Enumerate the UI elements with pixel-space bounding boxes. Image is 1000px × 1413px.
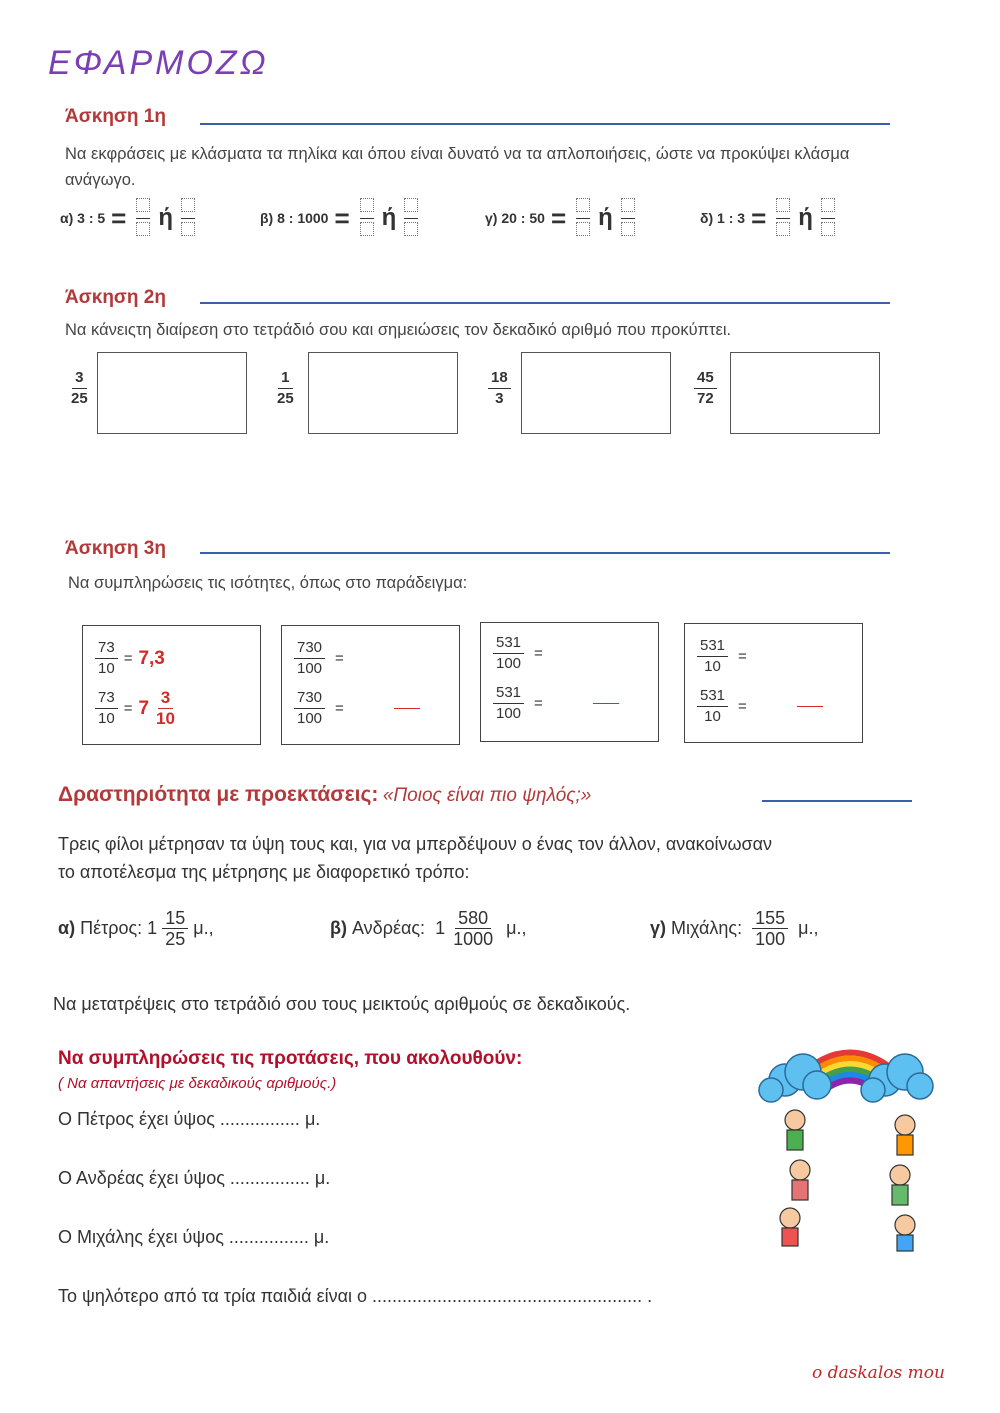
or-word: ή xyxy=(598,204,613,231)
ex1-item-label: δ) 1 : 3 xyxy=(700,210,746,226)
signature: o daskalos mou xyxy=(812,1363,945,1383)
ex3-example-box xyxy=(82,625,261,745)
whole-part: 1 xyxy=(147,918,158,938)
fraction xyxy=(493,633,524,674)
activity-heading xyxy=(58,783,591,807)
ex1-item-b xyxy=(260,190,422,246)
convert-instruction: Να μετατρέψεις στο τετράδιό σου τους μεικτούς αριθμούς σε δεκαδικούς. xyxy=(53,994,631,1014)
ex1-item-label: α) 3 : 5 xyxy=(60,210,106,226)
denominator: 1000 xyxy=(453,929,494,949)
fraction xyxy=(697,686,728,727)
activity-title: Δραστηριότητα με προεκτάσεις: xyxy=(58,783,379,806)
ex2-answer-box[interactable] xyxy=(521,352,671,434)
ex2-answer-box[interactable] xyxy=(730,352,880,434)
ex1-instruction: Να εκφράσεις με κλάσματα τα πηλίκα και όπου είναι δυνατό να τα απλοποιήσεις, ώστε να προκύψει κλάσμα ανάγωγο. xyxy=(65,145,850,189)
numerator: 1 xyxy=(278,368,292,389)
ex2-answer-box[interactable] xyxy=(308,352,458,434)
fraction xyxy=(493,683,524,724)
answer-line-michalis[interactable]: Ο Μιχάλης έχει ύψος ................ μ. xyxy=(58,1227,330,1247)
item-letter: γ) xyxy=(650,918,667,938)
numerator: 531 xyxy=(697,686,728,707)
person-andreas xyxy=(330,908,527,949)
person-name: Ανδρέας: xyxy=(352,918,426,938)
denominator: 100 xyxy=(755,929,786,949)
ex1-item-c xyxy=(485,190,639,246)
denominator: 10 xyxy=(156,709,175,728)
blank-fraction[interactable] xyxy=(404,198,418,239)
denominator: 100 xyxy=(496,705,522,722)
equals-sign: = xyxy=(738,648,747,665)
activity-divider xyxy=(762,800,912,802)
ex2-instruction: Να κάνειςτη διαίρεση στο τετράδιό σου και σημειώσεις τον δεκαδικό αριθμό που προκύπτει. xyxy=(65,321,732,339)
fraction xyxy=(450,908,496,949)
fraction xyxy=(294,638,325,679)
answer-dash[interactable] xyxy=(394,708,420,710)
or-word: ή xyxy=(158,204,174,231)
fraction xyxy=(294,688,325,729)
ex2-fraction xyxy=(274,368,297,409)
ex2-fraction xyxy=(68,368,91,409)
ex1-item-label: γ) 20 : 50 xyxy=(485,210,545,226)
ex1-title: Άσκηση 1η xyxy=(65,106,166,127)
kid-icon xyxy=(780,1110,915,1251)
denominator: 100 xyxy=(496,655,522,672)
ex2-title: Άσκηση 2η xyxy=(65,287,166,308)
unit: μ., xyxy=(193,918,214,938)
blank-fraction[interactable] xyxy=(136,198,150,239)
ex3-box xyxy=(480,622,659,742)
equals-sign: = xyxy=(123,650,133,667)
ex1-item-label: β) 8 : 1000 xyxy=(260,210,329,226)
numerator: 580 xyxy=(455,908,491,929)
denominator: 72 xyxy=(697,390,714,407)
numerator: 155 xyxy=(752,908,788,929)
equals-sign: = xyxy=(751,202,767,233)
numerator: 45 xyxy=(694,368,717,389)
example-whole: 7 xyxy=(138,697,150,719)
numerator: 18 xyxy=(488,368,511,389)
numerator: 15 xyxy=(162,908,188,929)
activity-intro-line-1: Τρεις φίλοι μέτρησαν τα ύψη τους και, για να μπερδέψουν ο ένας τον άλλον, ανακοίνωσαν xyxy=(58,834,773,854)
activity-subtitle: «Ποιος είναι πιο ψηλός;» xyxy=(382,785,592,806)
unit: μ., xyxy=(506,918,527,938)
blank-fraction[interactable] xyxy=(360,198,374,239)
equals-sign: = xyxy=(550,202,567,233)
person-michalis xyxy=(650,908,819,949)
ex3-box xyxy=(684,623,863,743)
questions-subtitle: ( Να απαντήσεις με δεκαδικούς αριθμούς.) xyxy=(58,1075,337,1092)
equals-sign: = xyxy=(111,202,127,233)
equals-sign: = xyxy=(534,645,543,662)
activity-intro-line-2: το αποτέλεσμα της μέτρησης με διαφορετικό τρόπο: xyxy=(58,862,470,882)
blank-fraction[interactable] xyxy=(576,198,590,239)
blank-fraction[interactable] xyxy=(821,198,835,239)
fraction xyxy=(162,908,188,949)
numerator: 3 xyxy=(72,368,86,389)
page-title: ΕΦΑΡΜΟΖΩ xyxy=(48,44,269,82)
numerator: 531 xyxy=(493,633,524,654)
answer-line-tallest[interactable]: Το ψηλότερο από τα τρία παιδιά είναι ο ...................................................... . xyxy=(58,1286,653,1306)
item-letter: α) xyxy=(58,918,76,938)
person-name: Μιχάλης: xyxy=(671,918,743,938)
denominator: 10 xyxy=(98,660,115,677)
example-fraction xyxy=(153,688,178,729)
answer-dash[interactable] xyxy=(593,703,619,705)
equals-sign: = xyxy=(335,700,344,717)
or-word: ή xyxy=(381,204,397,231)
equals-sign: = xyxy=(335,650,344,667)
denominator: 10 xyxy=(704,658,721,675)
unit: μ., xyxy=(798,918,819,938)
rainbow-kids-illustration xyxy=(755,1030,935,1260)
numerator: 730 xyxy=(294,688,325,709)
denominator: 100 xyxy=(297,660,323,677)
answer-line-andreas[interactable]: Ο Ανδρέας έχει ύψος ................ μ. xyxy=(58,1168,331,1188)
item-letter: β) xyxy=(330,918,347,938)
ex1-items xyxy=(60,190,940,250)
denominator: 25 xyxy=(165,929,186,949)
equals-sign: = xyxy=(534,695,543,712)
blank-fraction[interactable] xyxy=(776,198,790,239)
ex1-divider xyxy=(200,123,890,125)
ex3-divider xyxy=(200,552,890,554)
blank-fraction[interactable] xyxy=(181,198,195,239)
ex2-fraction xyxy=(694,368,717,409)
or-word: ή xyxy=(798,204,813,231)
fraction xyxy=(95,638,118,679)
whole-part: 1 xyxy=(435,918,446,938)
ex2-divider xyxy=(200,302,890,304)
answer-line-petros[interactable]: Ο Πέτρος έχει ύψος ................ μ. xyxy=(58,1109,321,1129)
ex3-instruction: Να συμπληρώσεις τις ισότητες, όπως στο παράδειγμα: xyxy=(68,574,468,592)
numerator: 730 xyxy=(294,638,325,659)
denominator: 10 xyxy=(98,710,115,727)
numerator: 3 xyxy=(158,688,173,709)
fraction xyxy=(752,908,788,949)
ex1-item-d xyxy=(700,190,839,246)
blank-fraction[interactable] xyxy=(621,198,635,239)
questions-title: Να συμπληρώσεις τις προτάσεις, που ακολουθούν: xyxy=(58,1048,523,1069)
ex3-title: Άσκηση 3η xyxy=(65,538,166,559)
numerator: 73 xyxy=(95,638,118,659)
equals-sign: = xyxy=(123,700,133,717)
ex1-item-a xyxy=(60,190,199,246)
equals-sign: = xyxy=(738,698,747,715)
ex2-answer-box[interactable] xyxy=(97,352,247,434)
fraction xyxy=(95,688,118,729)
person-petros xyxy=(58,908,214,949)
denominator: 10 xyxy=(704,708,721,725)
person-name: Πέτρος: xyxy=(80,918,143,938)
example-decimal: 7,3 xyxy=(138,647,165,669)
answer-dash[interactable] xyxy=(797,706,823,708)
fraction xyxy=(697,636,728,677)
ex3-box xyxy=(281,625,460,745)
numerator: 531 xyxy=(493,683,524,704)
numerator: 531 xyxy=(697,636,728,657)
numerator: 73 xyxy=(95,688,118,709)
denominator: 3 xyxy=(495,390,504,407)
denominator: 100 xyxy=(297,710,323,727)
denominator: 25 xyxy=(277,390,294,407)
equals-sign: = xyxy=(334,202,350,233)
denominator: 25 xyxy=(71,390,88,407)
ex2-fraction xyxy=(488,368,511,409)
